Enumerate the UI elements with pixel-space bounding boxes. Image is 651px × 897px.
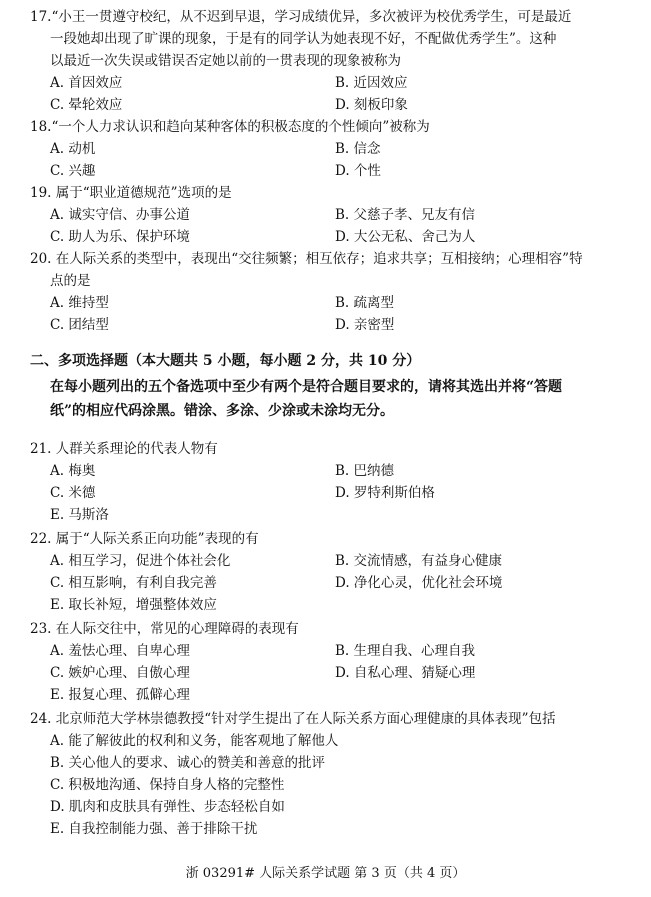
option-23d: D. 自私心理、猜疑心理	[335, 665, 476, 681]
option-19c: C. 助人为乐、保护环境	[50, 229, 190, 245]
option-24d: D. 肌肉和皮肤具有弹性、步态轻松自如	[50, 799, 285, 815]
option-23b: B. 生理自我、心理自我	[335, 643, 476, 659]
option-23c: C. 嫉妒心理、自傲心理	[50, 665, 190, 681]
section-heading: 二、多项选择题（本大题共 5 小题，每小题 2 分，共 10 分）	[30, 353, 421, 369]
question-20-stem: 20. 在人际关系的类型中，表现出“交往频繁；相互依存；追求共享；互相接纳；心理相容”特	[30, 251, 583, 267]
option-19a: A. 诚实守信、办事公道	[50, 207, 190, 223]
option-24e: E. 自我控制能力强、善于排除干扰	[50, 821, 258, 837]
question-20-stem-cont: 点的是	[50, 273, 91, 289]
option-21d: D. 罗特利斯伯格	[335, 485, 435, 501]
question-17-stem-cont: 一段她却出现了旷课的现象，于是有的同学认为她表现不好，不配做优秀学生”。这种	[50, 31, 557, 47]
option-24c: C. 积极地沟通、保持自身人格的完整性	[50, 777, 285, 793]
option-17a: A. 首因效应	[50, 75, 123, 91]
option-22b: B. 交流情感，有益身心健康	[335, 553, 503, 569]
option-19b: B. 父慈子孝、兄友有信	[335, 207, 476, 223]
option-20d: D. 亲密型	[335, 317, 395, 333]
option-23e: E. 报复心理、孤僻心理	[50, 687, 190, 703]
option-20c: C. 团结型	[50, 317, 109, 333]
option-19d: D. 大公无私、舍己为人	[335, 229, 476, 245]
option-17d: D. 刻板印象	[335, 97, 408, 113]
section-instruction: 在每小题列出的五个备选项中至少有两个是符合题目要求的，请将其选出并将“答题	[50, 379, 563, 395]
option-21c: C. 米德	[50, 485, 96, 501]
option-22e: E. 取长补短，增强整体效应	[50, 597, 217, 613]
option-22d: D. 净化心灵，优化社会环境	[335, 575, 503, 591]
option-23a: A. 羞怯心理、自卑心理	[50, 643, 190, 659]
section-instruction: 纸”的相应代码涂黑。错涂、多涂、少涂或未涂均无分。	[50, 403, 395, 419]
option-18d: D. 个性	[335, 163, 381, 179]
option-20b: B. 疏离型	[335, 295, 395, 311]
option-21e: E. 马斯洛	[50, 507, 109, 523]
option-21a: A. 梅奥	[50, 463, 96, 479]
question-21-stem: 21. 人群关系理论的代表人物有	[30, 441, 218, 457]
question-24-stem: 24. 北京师范大学林崇德教授“针对学生提出了在人际关系方面心理健康的具体表现”包括	[30, 711, 556, 727]
question-18-stem: 18.“一个人力求认识和趋向某种客体的积极态度的个性倾向”被称为	[30, 119, 430, 135]
option-24a: A. 能了解彼此的权利和义务，能客观地了解他人	[50, 733, 339, 749]
question-17-stem-cont: 以最近一次失误或错误否定她以前的一贯表现的现象被称为	[50, 53, 401, 69]
option-24b: B. 关心他人的要求、诚心的赞美和善意的批评	[50, 755, 326, 771]
option-17b: B. 近因效应	[335, 75, 408, 91]
question-19-stem: 19. 属于“职业道德规范”选项的是	[30, 185, 232, 201]
question-22-stem: 22. 属于“人际关系正向功能”表现的有	[30, 531, 259, 547]
option-21b: B. 巴纳德	[335, 463, 395, 479]
page-footer: 浙 03291# 人际关系学试题 第 3 页（共 4 页）	[185, 866, 466, 881]
option-22a: A. 相互学习，促进个体社会化	[50, 553, 231, 569]
option-18a: A. 动机	[50, 141, 96, 157]
option-20a: A. 维持型	[50, 295, 109, 311]
question-23-stem: 23. 在人际交往中，常见的心理障碍的表现有	[30, 621, 299, 637]
option-22c: C. 相互影响，有利自我完善	[50, 575, 217, 591]
option-17c: C. 晕轮效应	[50, 97, 123, 113]
option-18b: B. 信念	[335, 141, 381, 157]
question-17-stem: 17.“小王一贯遵守校纪，从不迟到早退，学习成绩优异，多次被评为校优秀学生，可是最近	[30, 9, 572, 25]
option-18c: C. 兴趣	[50, 163, 96, 179]
